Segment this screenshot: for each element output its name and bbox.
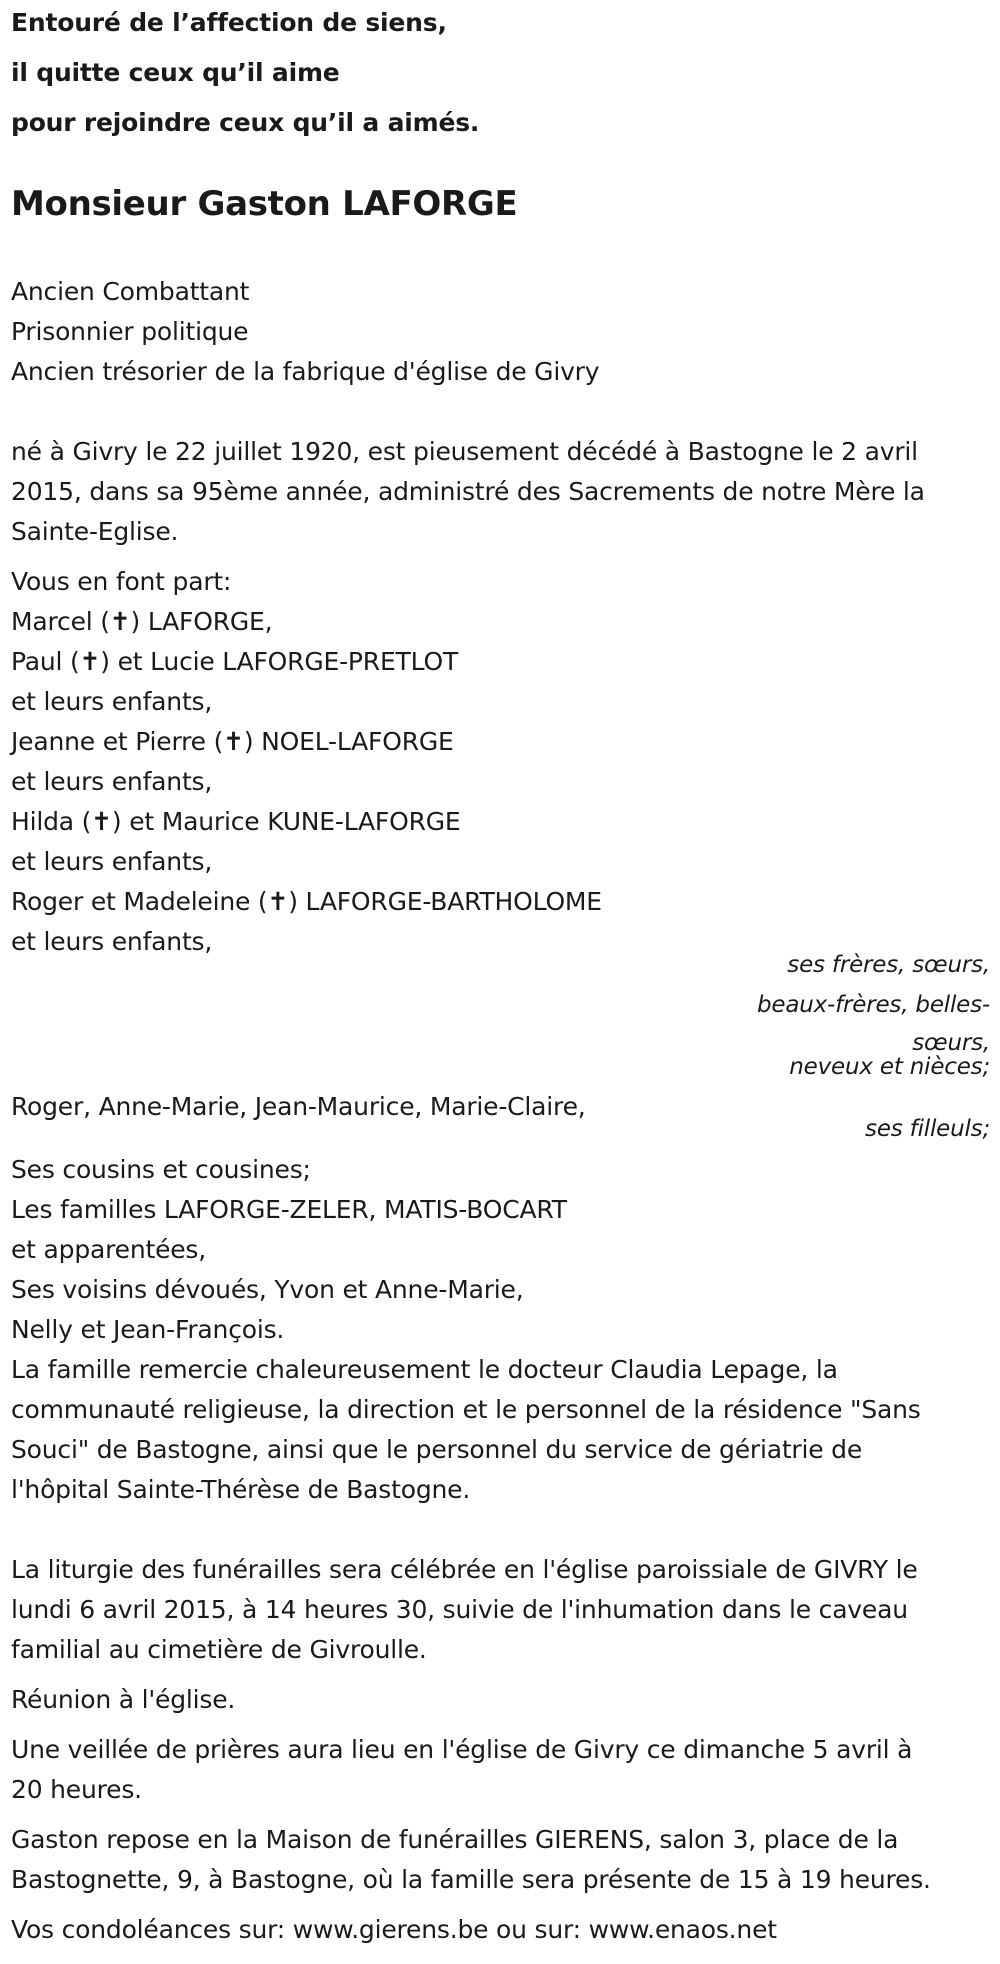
liturgy-line: lundi 6 avril 2015, à 14 heures 30, suivie de l'inhumation dans le caveau: [11, 1595, 908, 1624]
birth-death-line: Sainte-Eglise.: [11, 517, 179, 546]
others-line: Ses voisins dévoués, Yvon et Anne-Marie,: [11, 1275, 524, 1304]
thanks-line: l'hôpital Sainte-Thérèse de Bastogne.: [11, 1475, 471, 1504]
liturgy-line: La liturgie des funérailles sera célébrée en l'église paroissiale de GIVRY le: [11, 1555, 918, 1584]
vigil-line: Une veillée de prières aura lieu en l'église de Givry ce dimanche 5 avril à: [11, 1735, 913, 1764]
family-line: Hilda (✝) et Maurice KUNE-LAFORGE: [11, 807, 461, 836]
vigil-line: 20 heures.: [11, 1775, 142, 1804]
family-line: et leurs enfants,: [11, 847, 213, 876]
family-line: et leurs enfants,: [11, 767, 213, 796]
thanks-line: La famille remercie chaleureusement le docteur Claudia Lepage, la: [11, 1355, 838, 1384]
quote-line: Entouré de l’affection de siens,: [11, 8, 447, 37]
relation-line: beaux-frères, belles-: [756, 992, 990, 1018]
thanks-line: Souci" de Bastogne, ainsi que le personnel du service de gériatrie de: [11, 1435, 863, 1464]
quote-line: pour rejoindre ceux qu’il a aimés.: [11, 108, 480, 137]
relation-line: sœurs,: [912, 1030, 990, 1056]
quote-line: il quitte ceux qu’il aime: [11, 58, 340, 87]
announce-line: Vous en font part:: [11, 567, 232, 596]
deceased-name: Monsieur Gaston LAFORGE: [11, 184, 518, 224]
birth-death-line: né à Givry le 22 juillet 1920, est pieusement décédé à Bastogne le 2 avril: [11, 437, 918, 466]
relation-line: neveux et nièces;: [789, 1054, 990, 1080]
condolences-line: Vos condoléances sur: www.gierens.be ou sur: www.enaos.net: [11, 1915, 777, 1944]
family-line: et leurs enfants,: [11, 687, 213, 716]
others-line: et apparentées,: [11, 1235, 206, 1264]
godchildren-relation: ses filleuls;: [865, 1116, 990, 1142]
title-line: Ancien trésorier de la fabrique d'église de Givry: [11, 357, 600, 386]
reunion-line: Réunion à l'église.: [11, 1685, 236, 1714]
rest-line: Bastognette, 9, à Bastogne, où la famille sera présente de 15 à 19 heures.: [11, 1865, 931, 1894]
family-line: Paul (✝) et Lucie LAFORGE-PRETLOT: [11, 647, 459, 676]
others-line: Les familles LAFORGE-ZELER, MATIS-BOCART: [11, 1195, 567, 1224]
family-line: Roger et Madeleine (✝) LAFORGE-BARTHOLOME: [11, 887, 602, 916]
liturgy-line: familial au cimetière de Givroulle.: [11, 1635, 427, 1664]
birth-death-line: 2015, dans sa 95ème année, administré des Sacrements de notre Mère la: [11, 477, 925, 506]
relation-line: ses frères, sœurs,: [787, 952, 990, 978]
others-line: Nelly et Jean-François.: [11, 1315, 285, 1344]
family-line: Marcel (✝) LAFORGE,: [11, 607, 273, 636]
title-line: Ancien Combattant: [11, 277, 250, 306]
thanks-line: communauté religieuse, la direction et le personnel de la résidence "Sans: [11, 1395, 921, 1424]
rest-line: Gaston repose en la Maison de funérailles GIERENS, salon 3, place de la: [11, 1825, 899, 1854]
family-line: Jeanne et Pierre (✝) NOEL-LAFORGE: [11, 727, 454, 756]
others-line: Ses cousins et cousines;: [11, 1155, 311, 1184]
godchildren-line: Roger, Anne-Marie, Jean-Maurice, Marie-Claire,: [11, 1092, 586, 1121]
title-line: Prisonnier politique: [11, 317, 249, 346]
family-line: et leurs enfants,: [11, 927, 213, 956]
